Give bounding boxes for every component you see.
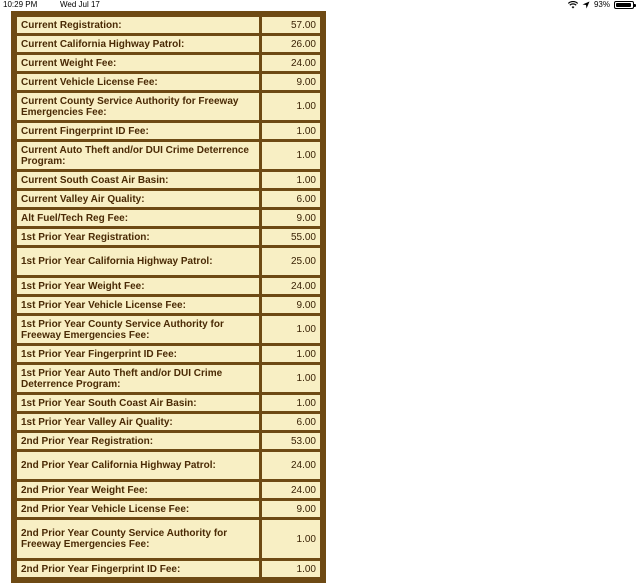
fee-row	[17, 561, 320, 577]
fee-table-body	[17, 17, 320, 577]
fee-label: Current Vehicle License Fee:	[17, 74, 259, 90]
fee-label: Current Valley Air Quality:	[17, 191, 259, 207]
fee-row	[17, 433, 320, 449]
fee-label: 1st Prior Year Fingerprint ID Fee:	[17, 346, 259, 362]
fee-label: 1st Prior Year County Service Authority for Freeway Emergencies Fee:	[17, 316, 259, 343]
fee-label: 2nd Prior Year Registration:	[17, 433, 259, 449]
fee-label: 1st Prior Year Vehicle License Fee:	[17, 297, 259, 313]
status-bar	[0, 0, 640, 10]
fee-row	[17, 210, 320, 226]
fee-label: 2nd Prior Year Vehicle License Fee:	[17, 501, 259, 517]
battery-percent: 93%	[593, 0, 610, 9]
fee-amount: 1.00	[262, 172, 320, 188]
fee-amount: 24.00	[262, 452, 320, 479]
fee-row	[17, 93, 320, 120]
wifi-icon	[568, 1, 578, 9]
status-time: 10:29 PM	[3, 0, 38, 9]
fee-row	[17, 365, 320, 392]
fee-label: 2nd Prior Year California Highway Patrol:	[17, 452, 259, 479]
fee-amount: 24.00	[262, 55, 320, 71]
fee-label: 1st Prior Year Registration:	[17, 229, 259, 245]
fee-amount: 1.00	[262, 395, 320, 411]
fee-amount: 24.00	[262, 278, 320, 294]
fee-row	[17, 278, 320, 294]
battery-level	[616, 3, 631, 7]
fee-amount: 1.00	[262, 346, 320, 362]
fee-label: 1st Prior Year Weight Fee:	[17, 278, 259, 294]
fee-amount: 6.00	[262, 414, 320, 430]
fee-label: Current Registration:	[17, 17, 259, 33]
fee-row	[17, 74, 320, 90]
fee-row	[17, 36, 320, 52]
fee-amount: 55.00	[262, 229, 320, 245]
fee-row	[17, 17, 320, 33]
fee-amount: 1.00	[262, 316, 320, 343]
fee-row	[17, 191, 320, 207]
status-indicators	[568, 0, 634, 10]
fee-label: Alt Fuel/Tech Reg Fee:	[17, 210, 259, 226]
fee-label: 1st Prior Year Valley Air Quality:	[17, 414, 259, 430]
fee-row	[17, 452, 320, 479]
fee-row	[17, 316, 320, 343]
fee-amount: 9.00	[262, 297, 320, 313]
fee-row	[17, 482, 320, 498]
fee-amount: 1.00	[262, 365, 320, 392]
fee-amount: 1.00	[262, 142, 320, 169]
fee-label: 2nd Prior Year County Service Authority for Freeway Emergencies Fee:	[17, 520, 259, 558]
fee-row	[17, 123, 320, 139]
fee-row	[17, 395, 320, 411]
fee-amount: 1.00	[262, 561, 320, 577]
fee-amount: 9.00	[262, 501, 320, 517]
fee-amount: 53.00	[262, 433, 320, 449]
fee-table-container	[11, 11, 326, 583]
fee-row	[17, 142, 320, 169]
fee-row	[17, 297, 320, 313]
fee-amount: 25.00	[262, 248, 320, 275]
fee-label: 1st Prior Year Auto Theft and/or DUI Crime Deterrence Program:	[17, 365, 259, 392]
fee-amount: 9.00	[262, 74, 320, 90]
fee-label: Current South Coast Air Basin:	[17, 172, 259, 188]
fee-row	[17, 346, 320, 362]
fee-row	[17, 501, 320, 517]
fee-amount: 9.00	[262, 210, 320, 226]
fee-row	[17, 229, 320, 245]
fee-amount: 57.00	[262, 17, 320, 33]
status-date: Wed Jul 17	[60, 0, 100, 9]
fee-row	[17, 520, 320, 558]
fee-label: Current Auto Theft and/or DUI Crime Deterrence Program:	[17, 142, 259, 169]
fee-label: 1st Prior Year California Highway Patrol:	[17, 248, 259, 275]
fee-label: Current Weight Fee:	[17, 55, 259, 71]
fee-amount: 1.00	[262, 93, 320, 120]
fee-amount: 1.00	[262, 520, 320, 558]
fee-row	[17, 248, 320, 275]
fee-amount: 26.00	[262, 36, 320, 52]
fee-table	[14, 14, 323, 580]
location-arrow-icon	[582, 1, 590, 9]
fee-label: Current Fingerprint ID Fee:	[17, 123, 259, 139]
fee-amount: 24.00	[262, 482, 320, 498]
fee-row	[17, 414, 320, 430]
fee-row	[17, 172, 320, 188]
battery-icon	[614, 1, 634, 9]
fee-row	[17, 55, 320, 71]
fee-amount: 1.00	[262, 123, 320, 139]
fee-label: 2nd Prior Year Weight Fee:	[17, 482, 259, 498]
fee-label: 1st Prior Year South Coast Air Basin:	[17, 395, 259, 411]
fee-amount: 6.00	[262, 191, 320, 207]
fee-label: 2nd Prior Year Fingerprint ID Fee:	[17, 561, 259, 577]
fee-label: Current County Service Authority for Freeway Emergencies Fee:	[17, 93, 259, 120]
fee-label: Current California Highway Patrol:	[17, 36, 259, 52]
